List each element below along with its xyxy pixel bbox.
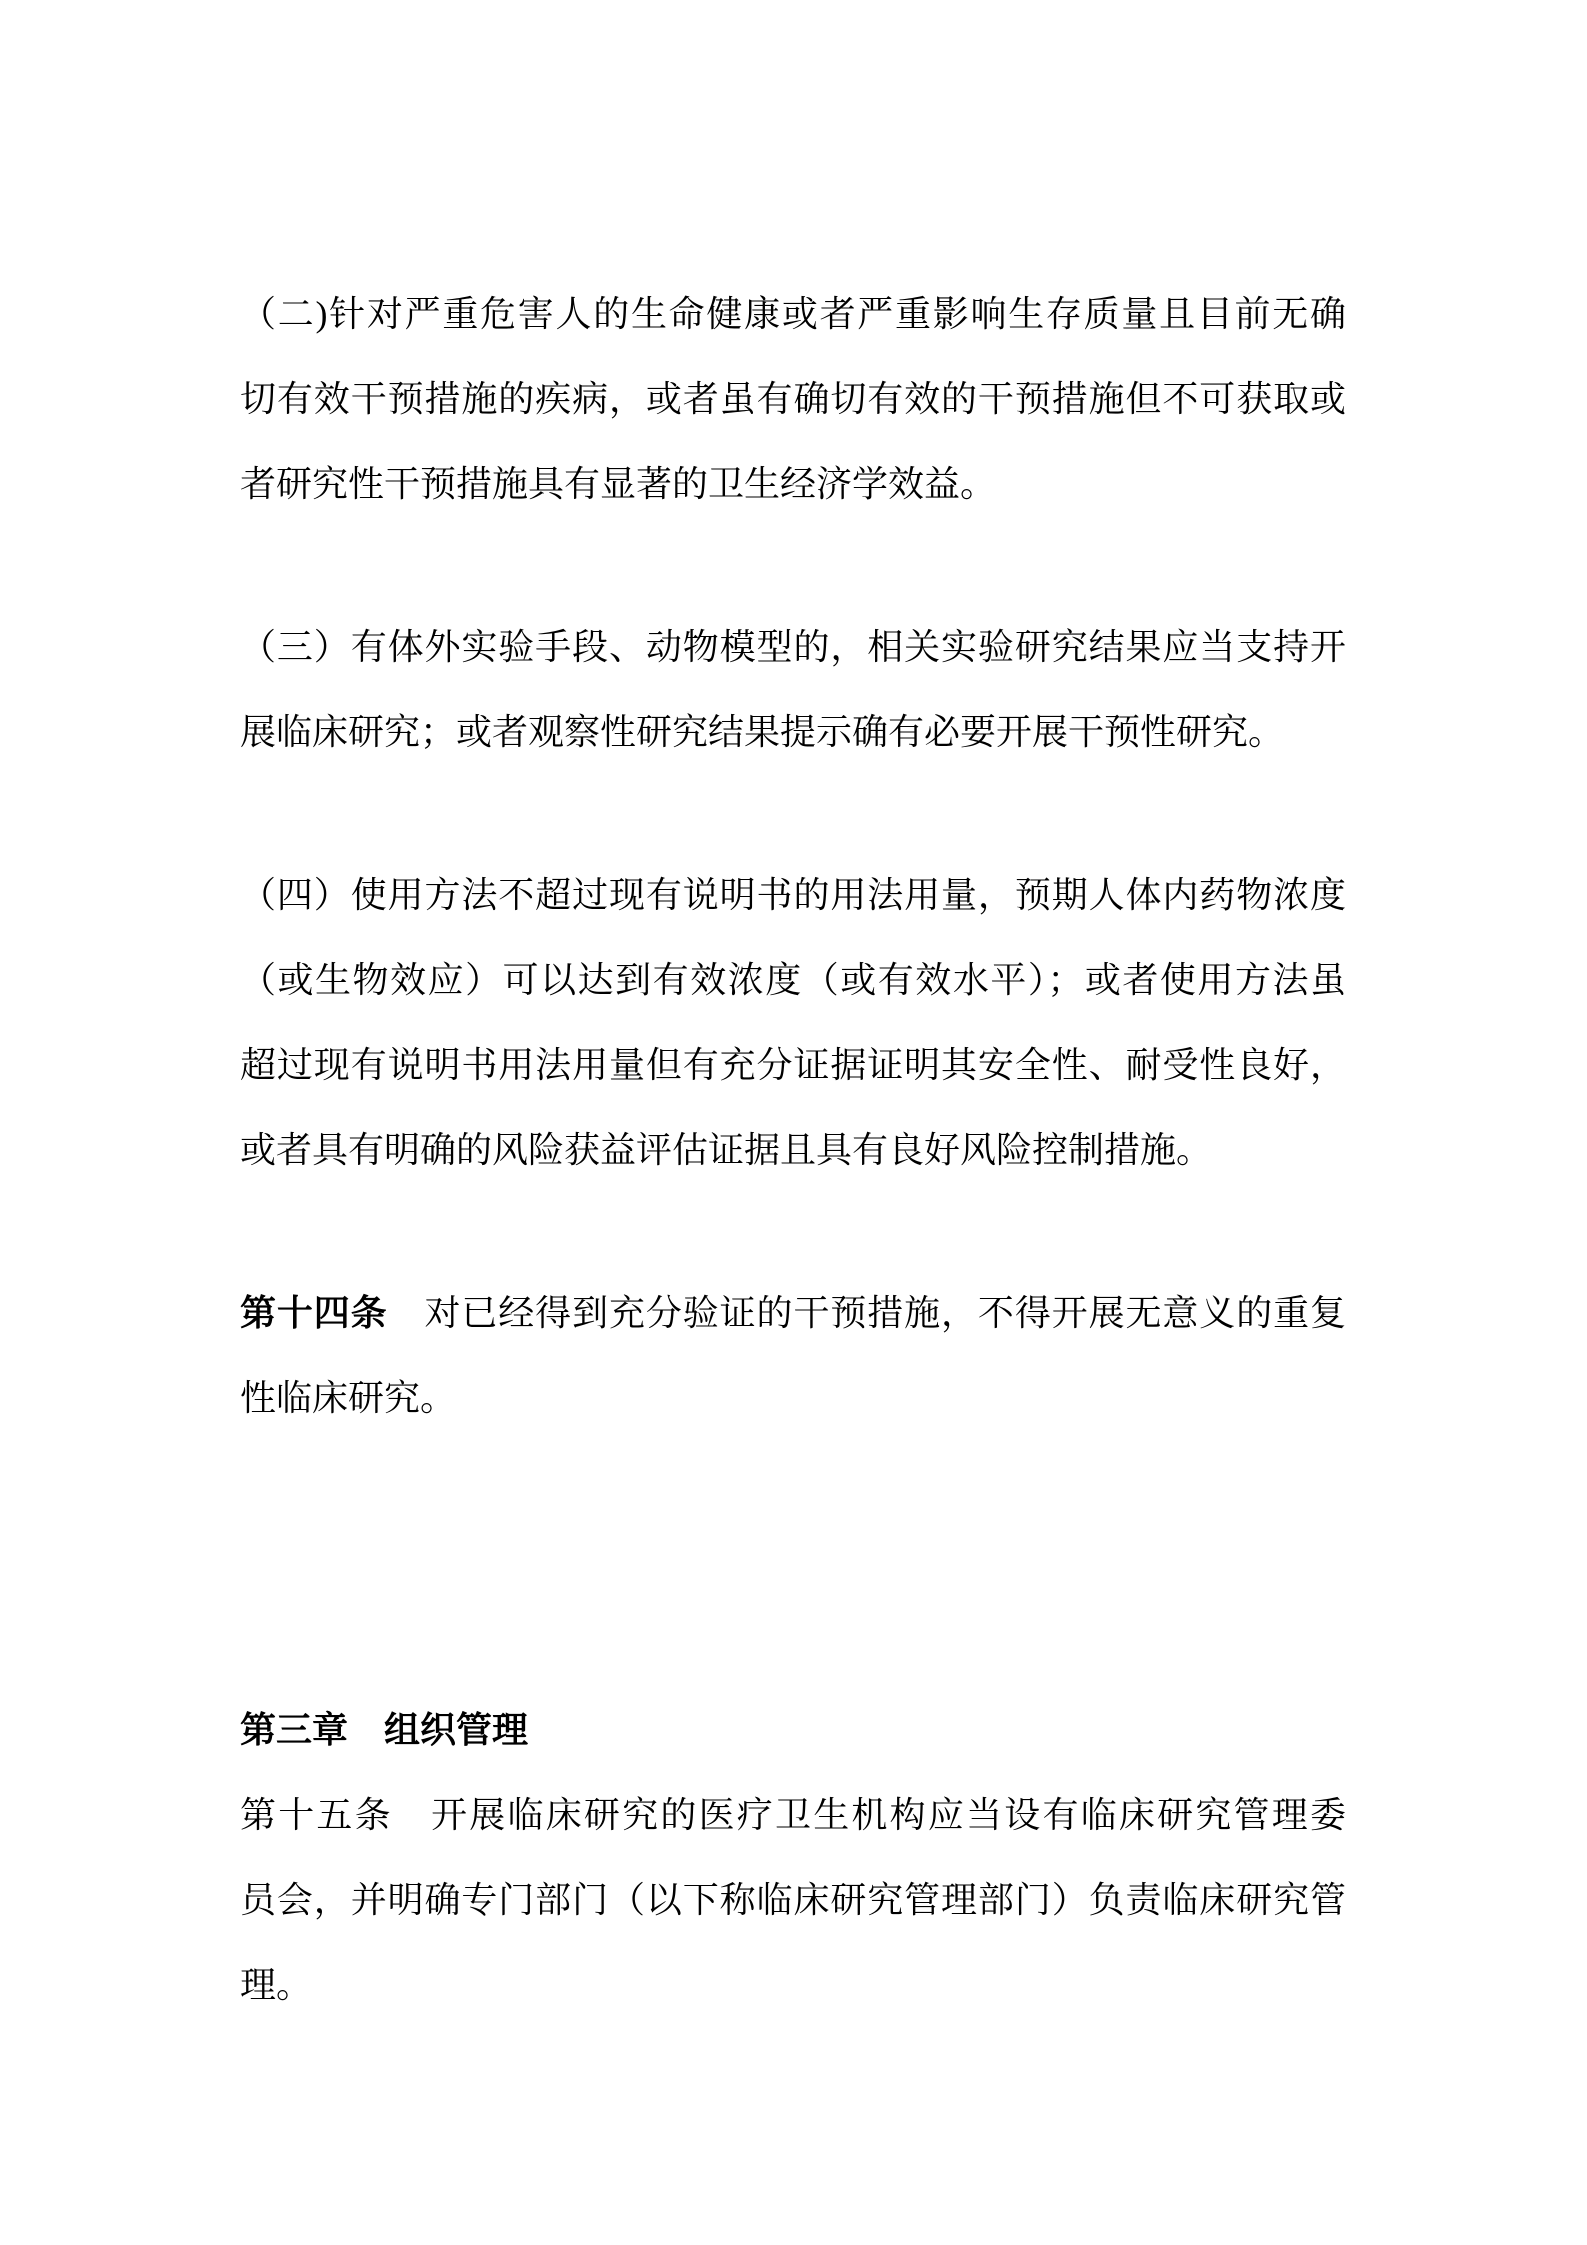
text-line	[240, 1271, 1346, 1356]
text-line: 员会，并明确专门部门（以下称临床研究管理部门）负责临床研究管	[240, 1880, 1346, 1920]
paragraph-article-15	[240, 1773, 1346, 2028]
paragraph-item-4	[240, 853, 1346, 1193]
article-14-text: 对已经得到充分验证的干预措施，不得开展无意义的重复	[387, 1293, 1346, 1333]
text-line: 或者具有明确的风险获益评估证据且具有良好风险控制措施。	[240, 1130, 1213, 1170]
paragraph-item-2	[240, 272, 1346, 527]
text-line: （三）有体外实验手段、动物模型的，相关实验研究结果应当支持开	[240, 627, 1346, 667]
text-line: 者研究性干预措施具有显著的卫生经济学效益。	[240, 464, 997, 504]
text-line: 展临床研究；或者观察性研究结果提示确有必要开展干预性研究。	[240, 712, 1285, 752]
paragraph-item-3	[240, 605, 1346, 775]
article-14-number: 第十四条	[240, 1293, 388, 1333]
chapter-3-heading	[240, 1688, 1346, 1773]
text-line: （四）使用方法不超过现有说明书的用法用量，预期人体内药物浓度	[240, 875, 1346, 915]
text-line: 理。	[240, 1965, 313, 2005]
text-line: 性临床研究。	[240, 1378, 457, 1418]
paragraph-article-14	[240, 1271, 1346, 1441]
text-line: 超过现有说明书用法用量但有充分证据证明其安全性、耐受性良好，	[240, 1045, 1346, 1085]
text-line: （二)针对严重危害人的生命健康或者严重影响生存质量且目前无确	[240, 294, 1346, 334]
text-line: （或生物效应）可以达到有效浓度（或有效水平）；或者使用方法虽	[240, 960, 1346, 1000]
chapter-heading-text: 第三章 组织管理	[240, 1710, 529, 1750]
document-text-block	[240, 272, 1346, 2028]
text-line: 第十五条 开展临床研究的医疗卫生机构应当设有临床研究管理委	[240, 1795, 1346, 1835]
text-line: 切有效干预措施的疾病，或者虽有确切有效的干预措施但不可获取或	[240, 379, 1346, 419]
